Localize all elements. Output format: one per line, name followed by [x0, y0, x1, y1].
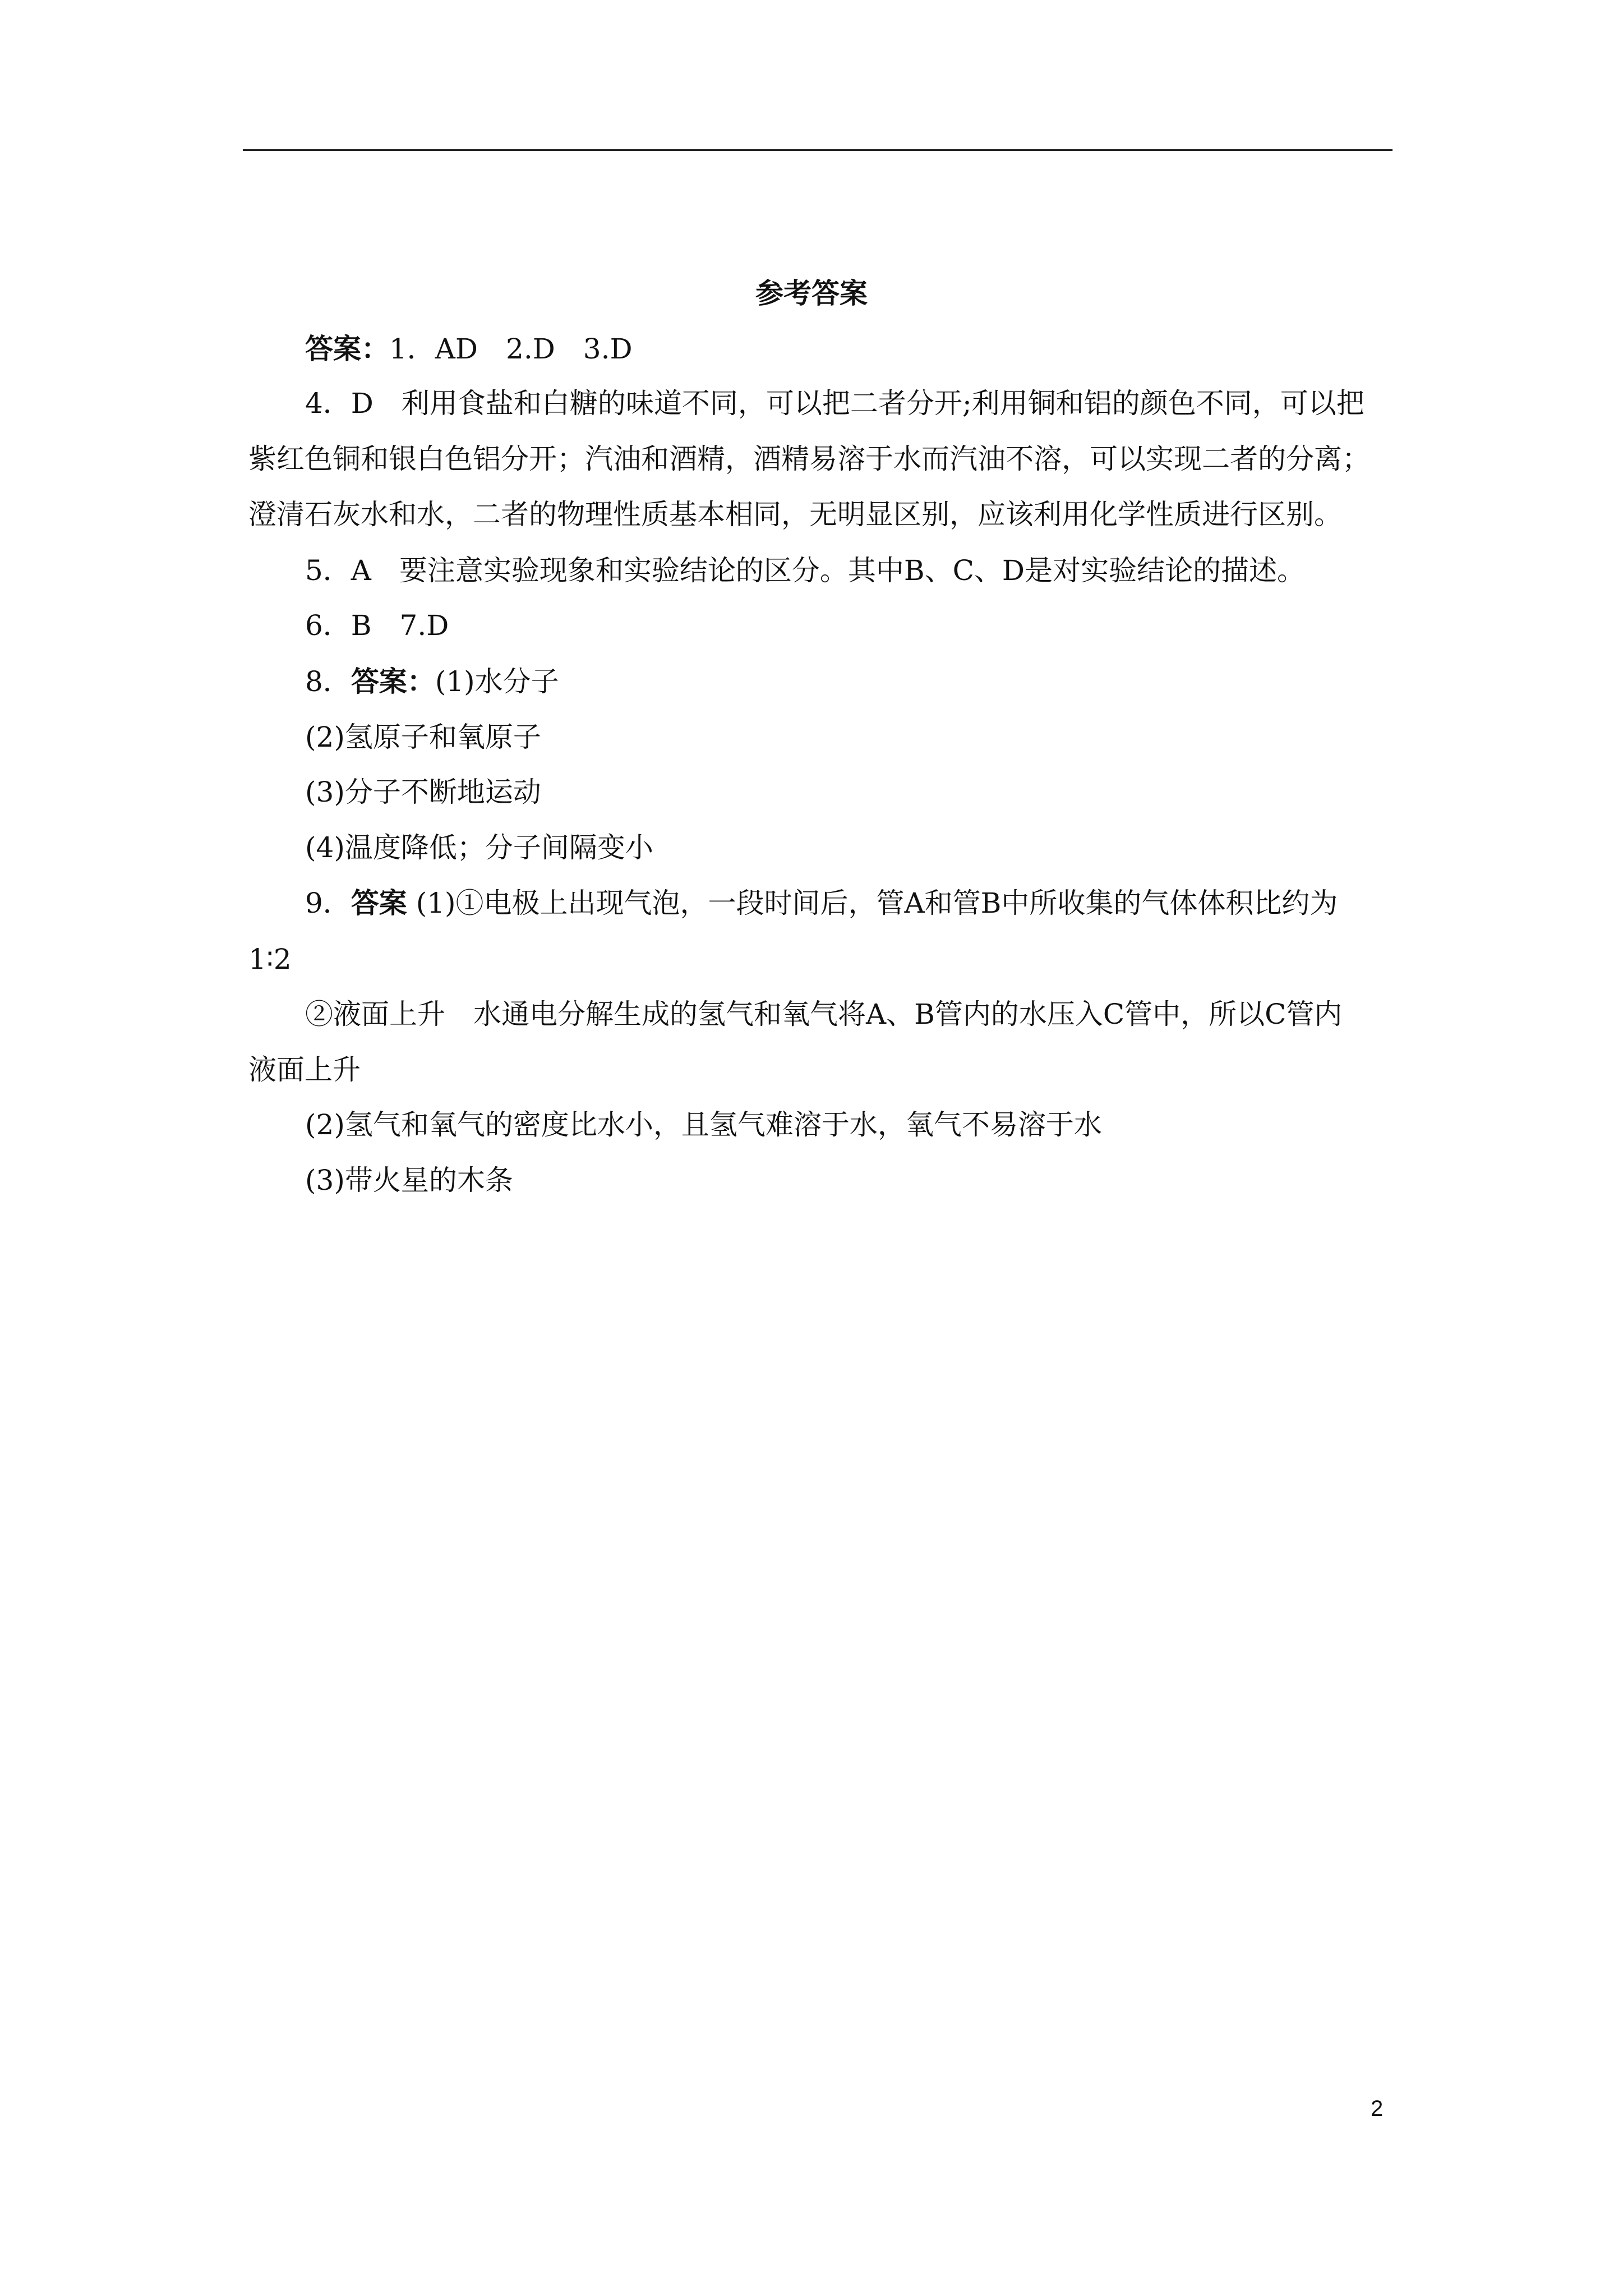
answer-text: 1．AD 2.D 3.D: [389, 333, 633, 365]
answer-9: [305, 884, 1338, 923]
page-number: 2: [1371, 2096, 1384, 2121]
answer-label: 答案：: [305, 332, 389, 365]
answer-8: [305, 662, 559, 701]
answer-number: 8．: [305, 665, 351, 698]
answer-9-part-2-line-1: ②液面上升 水通电分解生成的氢气和氧气将A、B管内的水压入C管中，所以C管内: [305, 998, 1343, 1030]
answer-6-7: 6．B 7.D: [305, 609, 449, 642]
answer-8-part-4: (4)温度降低；分子间隔变小: [305, 831, 653, 864]
header-rule: [243, 149, 1393, 151]
answer-1-3: [305, 329, 633, 369]
answer-9-part-1-line-2: 1∶2: [248, 943, 292, 976]
answer-4-line-1: 4．D 利用食盐和白糖的味道不同，可以把二者分开;利用铜和铝的颜色不同，可以把: [305, 387, 1364, 420]
answer-number: 9．: [305, 887, 351, 919]
answer-label: 答案：: [351, 665, 435, 698]
page-title: 参考答案: [755, 277, 868, 310]
answer-9-part-4: (3)带火星的木条: [305, 1164, 513, 1197]
answer-9-part-3: (2)氢气和氧气的密度比水小，且氢气难溶于水，氧气不易溶于水: [305, 1108, 1102, 1141]
answer-text: (1)水分子: [435, 665, 559, 698]
answer-5: 5．A 要注意实验现象和实验结论的区分。其中B、C、D是对实验结论的描述。: [305, 554, 1306, 587]
answer-4-line-2: 紫红色铜和银白色铝分开；汽油和酒精，酒精易溶于水而汽油不溶，可以实现二者的分离；: [248, 443, 1370, 475]
answer-4-line-3: 澄清石灰水和水，二者的物理性质基本相同，无明显区别，应该利用化学性质进行区别。: [248, 498, 1342, 531]
answer-label: 答案: [351, 886, 407, 919]
answer-text: (1)①电极上出现气泡，一段时间后，管A和管B中所收集的气体体积比约为: [407, 887, 1338, 919]
answer-9-part-2-line-2: 液面上升: [248, 1053, 361, 1086]
answer-8-part-3: (3)分子不断地运动: [305, 776, 541, 808]
answer-8-part-2: (2)氢原子和氧原子: [305, 721, 541, 753]
